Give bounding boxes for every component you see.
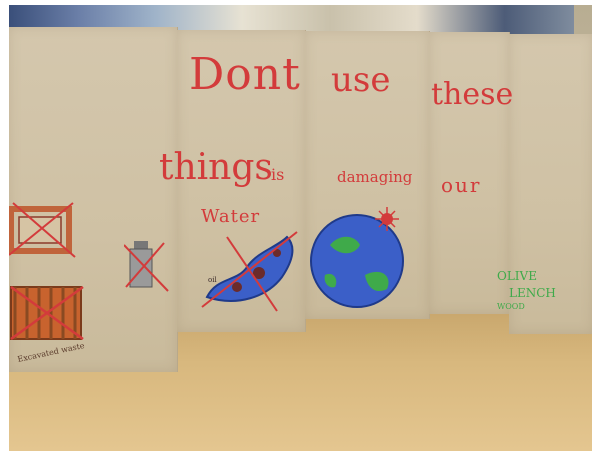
drawing-caption-oil: oil (208, 276, 217, 284)
poster-word-dont: Dont (189, 49, 301, 100)
signature-line-2: LENCH (509, 286, 556, 300)
earth-drawing (305, 205, 415, 315)
crossed-oil-spill-drawing (197, 227, 307, 317)
poster-word-water: Water (201, 206, 261, 227)
crossed-box-drawing (9, 195, 79, 265)
poster-word-things: things (159, 147, 273, 188)
cardboard-poster-photo (9, 5, 592, 451)
poster-word-our: our (441, 173, 482, 197)
poster-word-use: use (331, 60, 391, 100)
poster-word-damaging: damaging (337, 168, 413, 186)
poster-word-these: these (431, 77, 514, 112)
poster-word-is: is (271, 165, 285, 184)
drawing-caption-waste: Excavated waste (16, 341, 86, 365)
crossed-bottle-drawing (124, 235, 174, 295)
signature-line-1: OLIVE (497, 269, 537, 283)
signature-line-3: WOOD (497, 302, 525, 311)
